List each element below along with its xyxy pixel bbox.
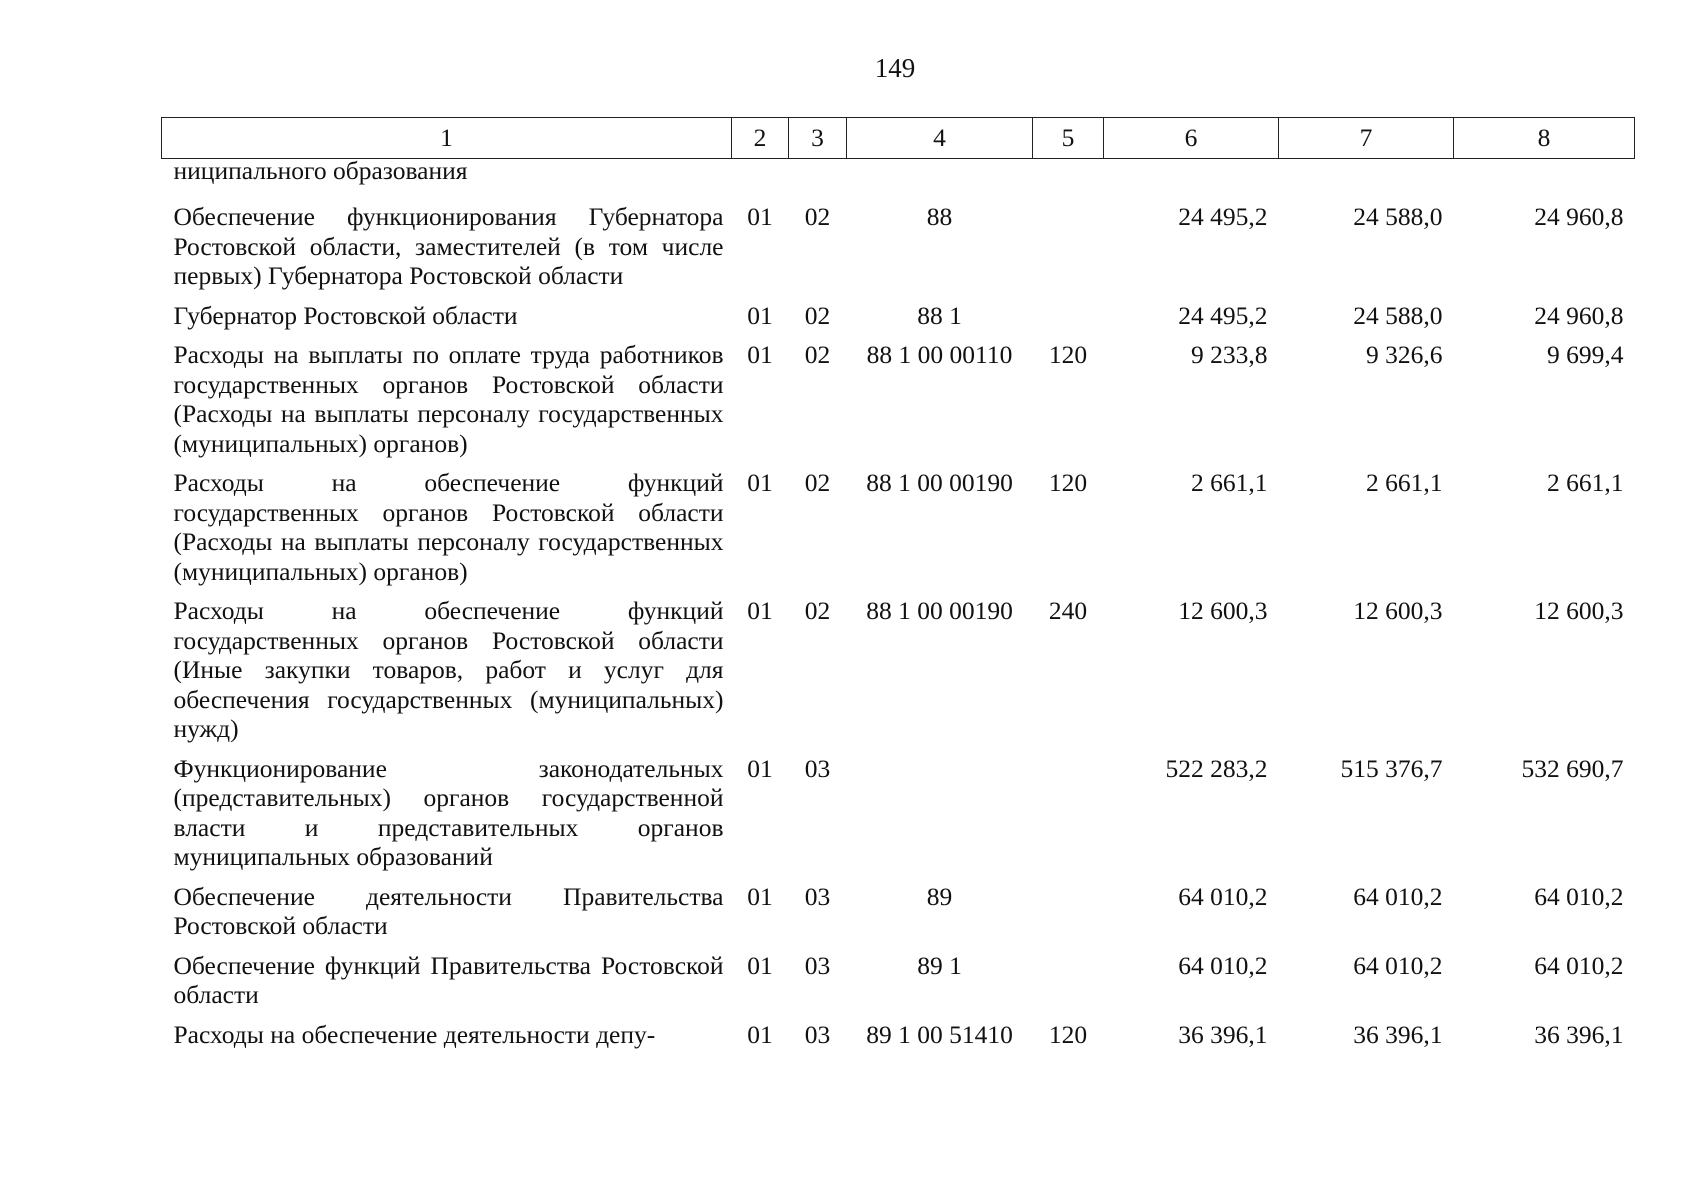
row-description: Обеспечение деятельности Правительства Ростовской области	[173, 881, 724, 940]
table-row	[162, 198, 1635, 301]
row-subsection-code: 02	[804, 300, 831, 330]
row-expense-type	[1033, 951, 1104, 1020]
row-amount-col-7: 24 588,0	[1353, 300, 1443, 330]
row-expense-type: 120	[1048, 468, 1088, 497]
row-description: Расходы на обеспечение деятельности депу-	[173, 1019, 656, 1049]
row-section-code: 01	[747, 753, 773, 783]
row-subsection-code: 02	[804, 202, 831, 231]
header-col-7: 7	[1279, 118, 1454, 159]
header-col-1: 1	[162, 118, 732, 159]
row-subsection-code: 02	[804, 596, 831, 625]
row-amount-col-8: 2 661,1	[1547, 468, 1624, 497]
row-target-article: 88 1 00 00190	[866, 596, 1013, 625]
row-target-article: 89	[926, 881, 953, 911]
row-description: Расходы на обеспечение функций государственных органов Ростовской области (Иные закупки товаров, работ и услуг для обеспечения государственных (муниципальных) нужд)	[173, 596, 724, 743]
row-section-code: 01	[747, 340, 773, 369]
header-col-8: 8	[1454, 118, 1635, 159]
row-target-article: 88 1 00 00110	[866, 340, 1013, 369]
row-section-code: 01	[747, 202, 773, 231]
row-description: Расходы на выплаты по оплате труда работников государственных органов Ростовской области (Расходы на выплаты персоналу государственных (муниципальных) органов)	[173, 340, 724, 458]
row-amount-col-7: 36 396,1	[1353, 1019, 1443, 1049]
row-amount-col-8: 36 396,1	[1534, 1019, 1624, 1049]
row-amount-col-6: 2 661,1	[1191, 468, 1268, 497]
row-description: Обеспечение функционирования Губернатора Ростовской области, заместителей (в том числе первых) Губернатора Ростовской области	[173, 202, 724, 290]
row-amount-col-7: 9 326,6	[1366, 340, 1443, 369]
continuation-row	[162, 159, 1635, 199]
row-target-article	[847, 754, 1033, 882]
row-amount-col-6: 24 495,2	[1178, 202, 1268, 231]
row-amount-col-8: 24 960,8	[1534, 300, 1624, 330]
row-amount-col-8: 24 960,8	[1534, 202, 1624, 231]
row-amount-col-7: 12 600,3	[1353, 596, 1443, 625]
row-section-code: 01	[747, 300, 773, 330]
row-amount-col-6: 522 283,2	[1165, 753, 1268, 783]
row-amount-col-8: 64 010,2	[1534, 881, 1624, 911]
row-subsection-code: 03	[804, 1019, 831, 1049]
budget-table	[161, 117, 1635, 1059]
row-amount-col-8: 12 600,3	[1534, 596, 1624, 625]
row-amount-col-6: 64 010,2	[1178, 950, 1268, 980]
row-target-article: 89 1 00 51410	[866, 1019, 1013, 1049]
row-target-article: 88 1 00 00190	[866, 468, 1013, 497]
table-row	[162, 754, 1635, 882]
row-expense-type	[1033, 198, 1104, 301]
row-amount-col-7: 2 661,1	[1366, 468, 1443, 497]
row-description: Расходы на обеспечение функций государственных органов Ростовской области (Расходы на выплаты персоналу государственных (муниципальных) органов)	[173, 468, 724, 586]
row-target-article: 88	[926, 202, 953, 231]
table-row	[162, 340, 1635, 468]
header-col-6: 6	[1104, 118, 1279, 159]
row-amount-col-8: 64 010,2	[1534, 950, 1624, 980]
row-amount-col-7: 24 588,0	[1353, 202, 1443, 231]
row-amount-col-6: 9 233,8	[1191, 340, 1268, 369]
row-amount-col-8: 9 699,4	[1547, 340, 1624, 369]
row-amount-col-8: 532 690,7	[1521, 753, 1624, 783]
row-amount-col-7: 64 010,2	[1353, 950, 1443, 980]
row-expense-type: 120	[1048, 340, 1088, 369]
row-subsection-code: 03	[804, 881, 831, 911]
row-amount-col-6: 24 495,2	[1178, 300, 1268, 330]
row-target-article: 88 1	[917, 300, 962, 330]
table-row	[162, 1020, 1635, 1060]
row-section-code: 01	[747, 1019, 773, 1049]
header-col-4: 4	[847, 118, 1033, 159]
row-expense-type: 240	[1048, 596, 1088, 625]
table-row	[162, 301, 1635, 341]
table-row	[162, 596, 1635, 754]
table-row	[162, 951, 1635, 1020]
row-subsection-code: 03	[804, 753, 831, 783]
row-amount-col-6: 12 600,3	[1178, 596, 1268, 625]
row-amount-col-6: 64 010,2	[1178, 881, 1268, 911]
table-row	[162, 468, 1635, 596]
row-amount-col-7: 515 376,7	[1340, 753, 1443, 783]
row-amount-col-7: 64 010,2	[1353, 881, 1443, 911]
row-amount-col-6: 36 396,1	[1178, 1019, 1268, 1049]
row-section-code: 01	[747, 596, 773, 625]
continuation-text: ниципального образования	[173, 156, 468, 185]
row-target-article: 89 1	[917, 950, 962, 980]
header-col-3: 3	[789, 118, 847, 159]
row-description: Обеспечение функций Правительства Ростовской области	[173, 950, 724, 1009]
header-col-5: 5	[1033, 118, 1104, 159]
row-section-code: 01	[747, 468, 773, 497]
row-description: Функционирование законодательных (представительных) органов государственной власти и представительных органов муниципальных образований	[173, 753, 724, 871]
table-header-row	[162, 118, 1635, 159]
row-subsection-code: 02	[804, 468, 831, 497]
row-expense-type: 120	[1048, 1019, 1088, 1049]
header-col-2: 2	[732, 118, 789, 159]
row-expense-type	[1033, 882, 1104, 951]
page-number: 149	[874, 53, 916, 83]
row-expense-type	[1033, 301, 1104, 341]
row-description: Губернатор Ростовской области	[173, 300, 518, 330]
row-section-code: 01	[747, 881, 773, 911]
row-expense-type	[1033, 754, 1104, 882]
row-subsection-code: 03	[804, 950, 831, 980]
row-section-code: 01	[747, 950, 773, 980]
table-row	[162, 882, 1635, 951]
row-subsection-code: 02	[804, 340, 831, 369]
